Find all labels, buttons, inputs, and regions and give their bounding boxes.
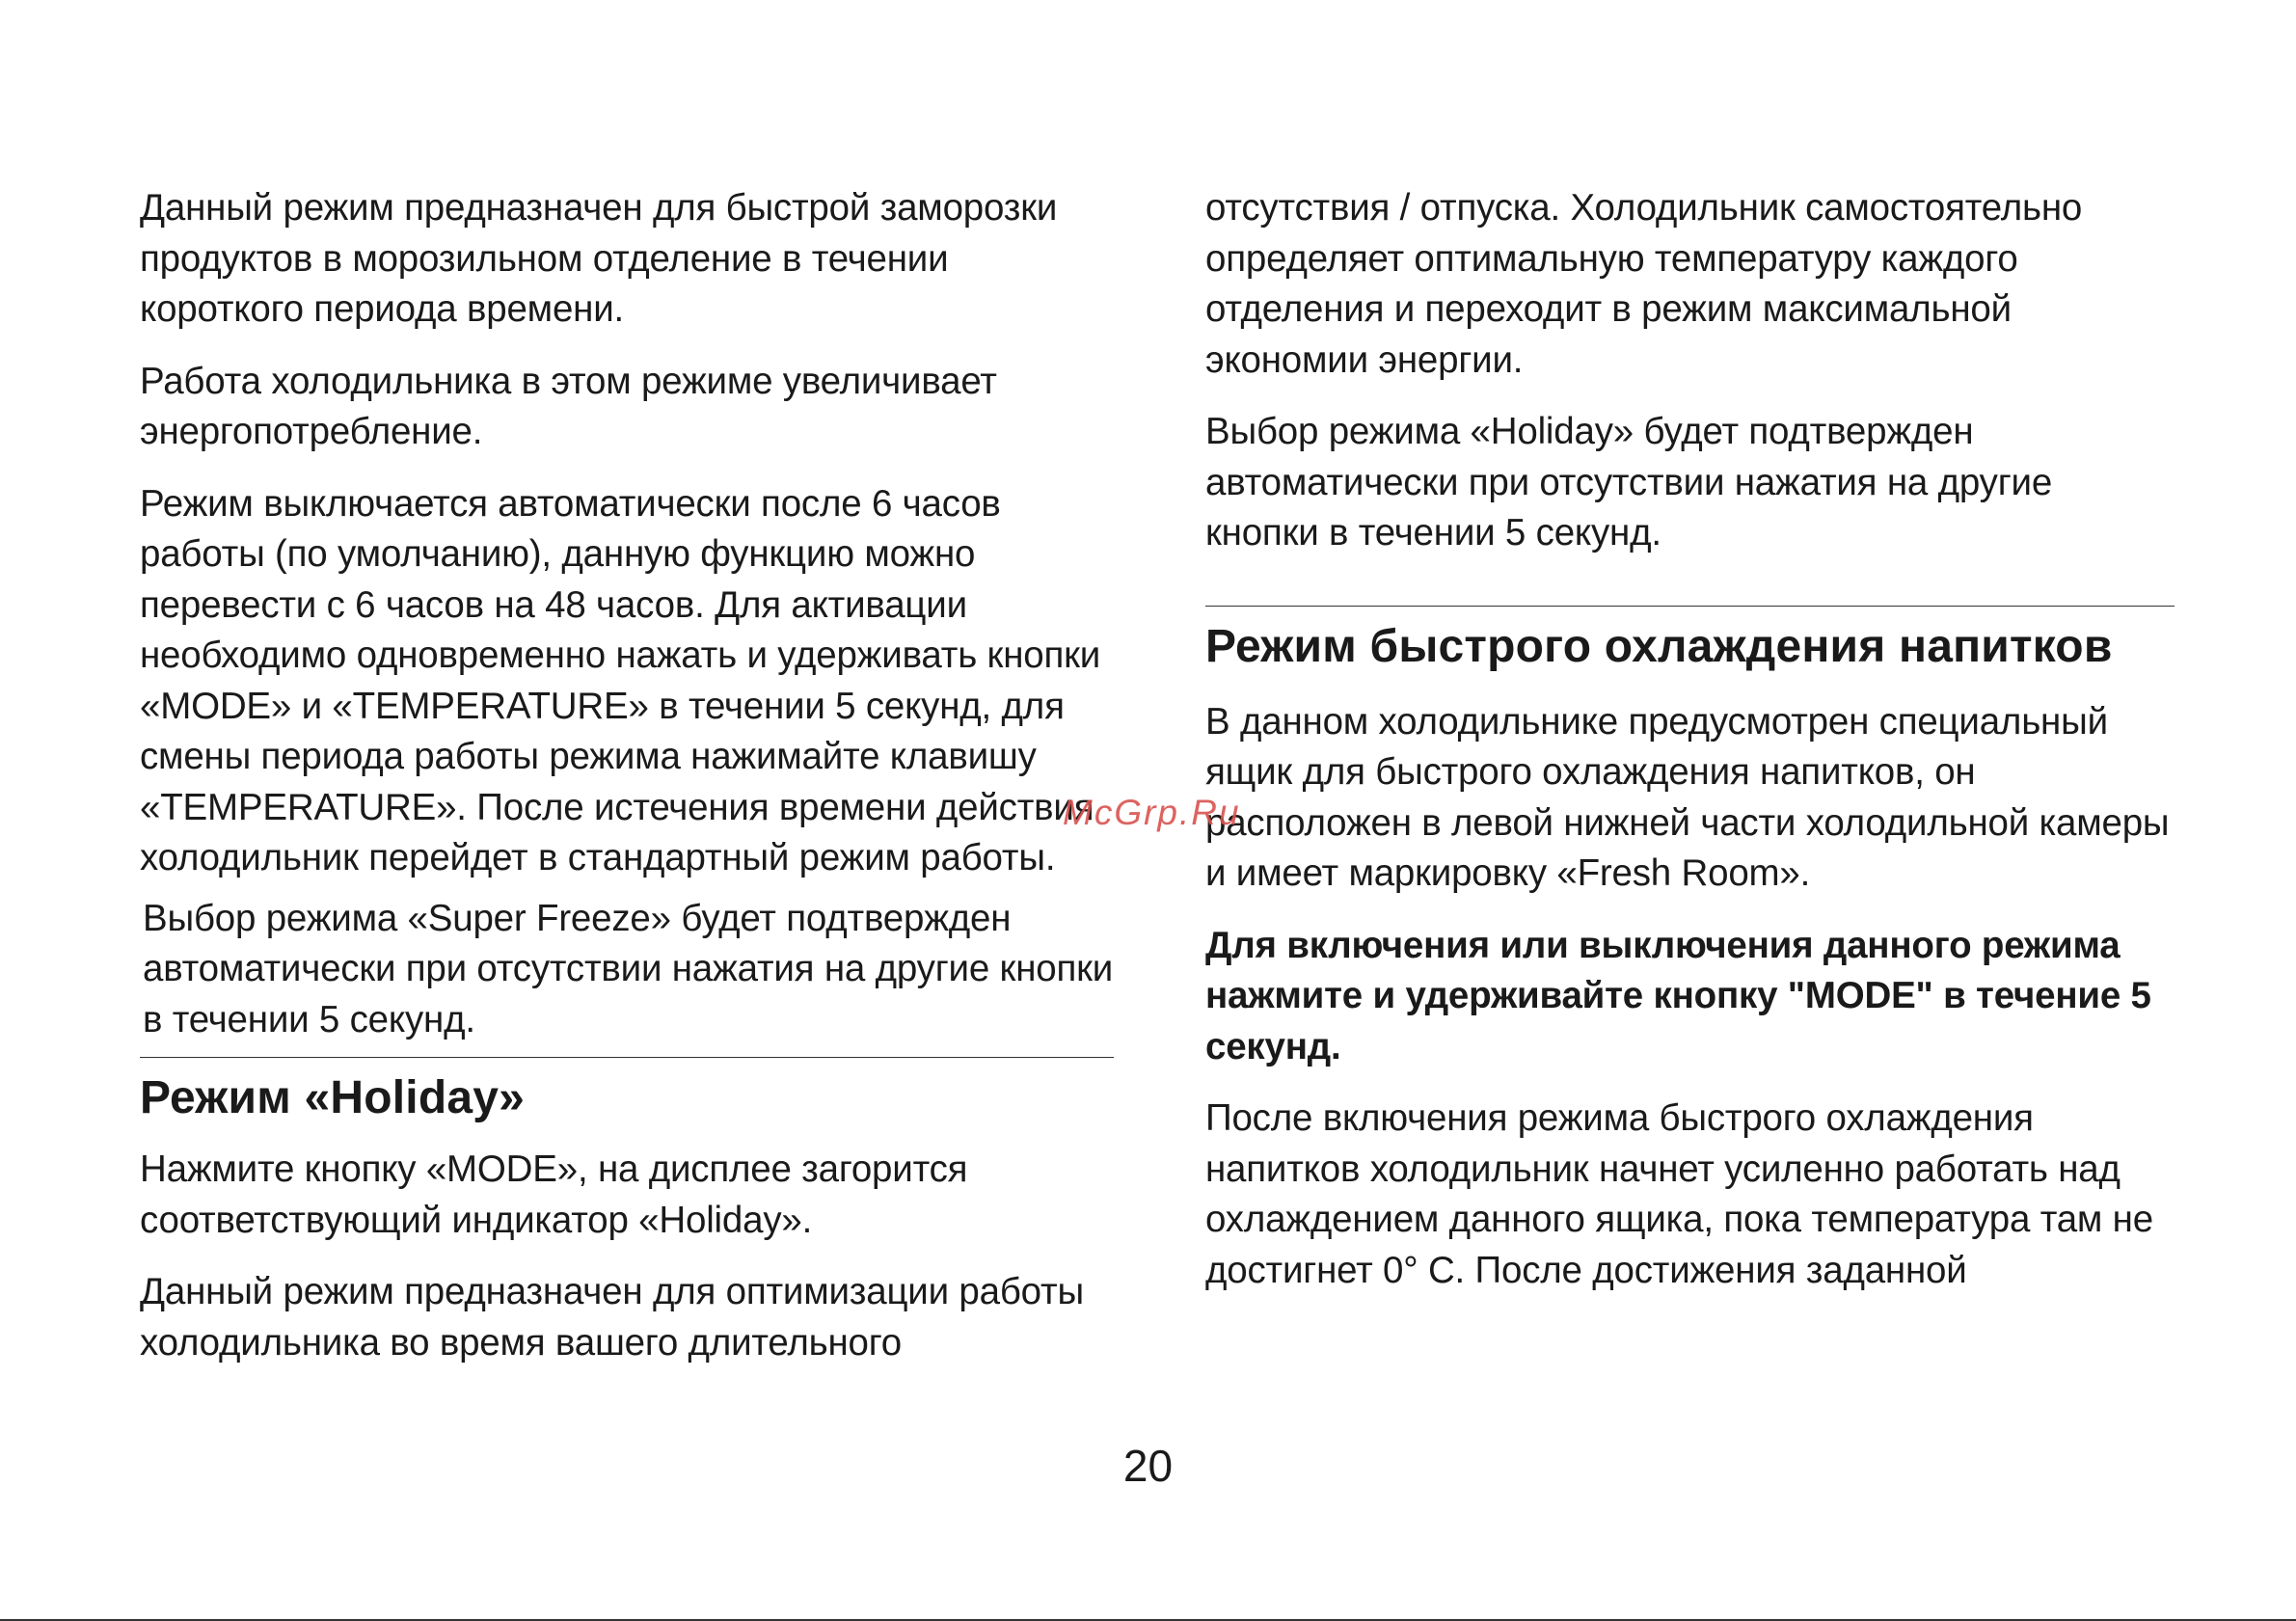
super-freeze-description: Данный режим предназначен для быстрой заморозки продуктов в морозильном отделение в течении короткого периода времени. [140,187,1058,330]
drinks-mode-instruction: Для включения или выключения данного режима нажмите и удерживайте кнопку "MODE" в течение 5 секунд. [1205,924,2151,1067]
fresh-room-description: В данном холодильнике предусмотрен специальный ящик для быстрого охлаждения напитков, он расположен в левой нижней части холодильной камеры и имеет маркировку «Fresh Room». [1205,700,2170,894]
energy-consumption-note: Работа холодильника в этом режиме увеличивает энергопотребление. [140,360,997,452]
drinks-cooling-heading: Режим быстрого охлаждения напитков [1205,620,2113,672]
holiday-description-continued: отсутствия / отпуска. Холодильник самостоятельно определяет оптимальную температуру каждого отделения и переходит в режим максимальной экономии энергии. [1205,187,2083,381]
section-divider [140,1057,1114,1058]
left-column [140,183,1114,1390]
drinks-mode-operation: После включения режима быстрого охлаждения напитков холодильник начнет усиленно работать над охлаждением данного ящика, пока температура там не достигнет 0° С. После достижения заданной [1205,1097,2153,1291]
holiday-description: Данный режим предназначен для оптимизации работы холодильника во время вашего длительного [140,1271,1084,1364]
auto-off-instructions: Режим выключается автоматически после 6 часов работы (по умолчанию), данную функцию можно перевести с 6 часов на 48 часов. Для активации необходимо одновременно нажать и удерживать кнопки «MODE» и «TEMPERATURE» в течении 5 секунд, для смены периода работы режима нажимайте клавишу «TEMPERATURE». После истечения времени действия холодильник перейдет в стандартный режим работы. [140,482,1101,878]
page-number: 20 [1122,1441,1174,1491]
watermark: McGrp.Ru [1063,793,1241,832]
right-column [1205,183,2174,1317]
section-divider [1205,606,2174,607]
holiday-activation: Нажмите кнопку «MODE», на дисплее загорится соответствующий индикатор «Holiday». [140,1148,968,1241]
holiday-heading: Режим «Holiday» [140,1072,526,1123]
super-freeze-confirmation: Выбор режима «Super Freeze» будет подтвержден автоматически при отсутствии нажатия на другие кнопки в течении 5 секунд. [143,897,1114,1040]
holiday-confirmation: Выбор режима «Holiday» будет подтвержден автоматически при отсутствии нажатия на другие кнопки в течении 5 секунд. [1205,411,2053,554]
